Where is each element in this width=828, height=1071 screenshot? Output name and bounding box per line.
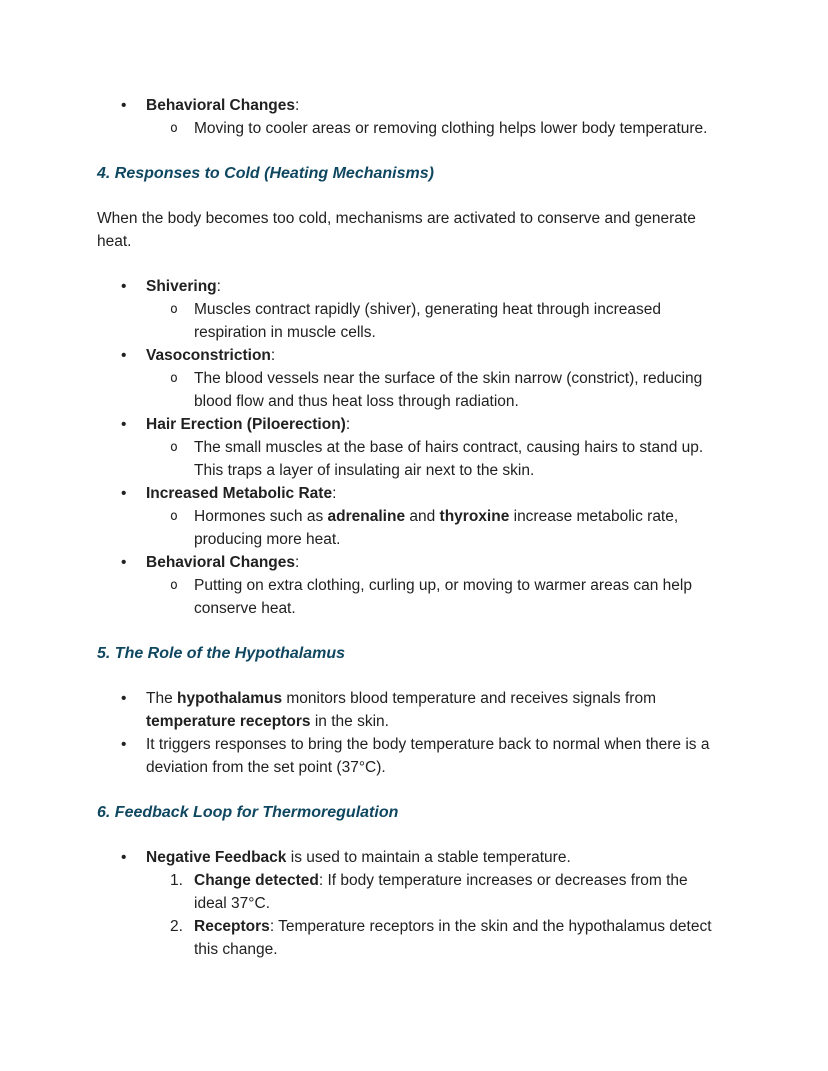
circle-marker: o — [170, 578, 178, 593]
list-item-text — [146, 485, 336, 502]
text-run: is used to maintain a stable temperature. — [286, 849, 571, 866]
bold-text-run: adrenaline — [327, 508, 406, 525]
list-item-text — [146, 736, 709, 776]
paragraph — [97, 207, 722, 253]
list-item — [97, 846, 722, 869]
list-item-text — [146, 690, 656, 730]
section-heading: 4. Responses to Cold (Heating Mechanisms) — [97, 165, 434, 182]
text-run: : — [295, 554, 300, 571]
bullet-marker: • — [121, 690, 127, 707]
bold-text-run: Negative Feedback — [146, 849, 287, 866]
text-run: It triggers responses to bring the body temperature back to normal when there is a deviation from the set point (37°C). — [146, 736, 710, 776]
circle-marker: o — [170, 302, 178, 317]
bold-text-run: Behavioral Changes — [146, 97, 296, 114]
text-run: When the body becomes too cold, mechanisms are activated to conserve and generate heat. — [97, 210, 696, 250]
bullet-marker: • — [121, 416, 127, 433]
text-run: : Temperature receptors in the skin and the hypothalamus detect this change. — [194, 918, 712, 958]
list-item — [97, 869, 722, 915]
text-run: The — [146, 690, 178, 707]
text-run: : If body temperature increases or decreases from the ideal 37°C. — [194, 872, 688, 912]
bullet-marker: • — [121, 485, 127, 502]
bold-text-run: Increased Metabolic Rate — [146, 485, 333, 502]
list-item — [97, 733, 722, 779]
text-run: : — [270, 347, 276, 364]
bullet-marker: • — [121, 347, 127, 364]
text-run: and — [405, 508, 440, 525]
list-item — [97, 275, 722, 298]
list-item-text — [146, 278, 221, 295]
list-item-text — [194, 918, 712, 958]
list-item — [97, 482, 722, 505]
list-item-text — [194, 301, 661, 341]
bold-text-run: thyroxine — [439, 508, 510, 525]
bold-text-run: Hair Erection (Piloerection) — [146, 416, 346, 433]
text-run: increase metabolic rate, producing more heat. — [194, 508, 679, 548]
list-item — [97, 574, 722, 620]
bullet-list — [97, 846, 722, 961]
list-item-text — [194, 120, 707, 137]
text-run: : — [216, 278, 221, 295]
bold-text-run: Receptors — [194, 918, 270, 935]
bullet-list — [97, 94, 722, 140]
list-item-text — [194, 439, 703, 479]
bold-text-run: Vasoconstriction — [146, 347, 271, 364]
list-item — [97, 117, 722, 140]
list-item — [97, 94, 722, 117]
text-run: The small muscles at the base of hairs contract, causing hairs to stand up. This traps a layer of insulating air next to the skin. — [194, 439, 704, 479]
list-item — [97, 298, 722, 344]
list-item — [97, 551, 722, 574]
bullet-list — [97, 687, 722, 779]
text-run: : — [345, 416, 351, 433]
list-item — [97, 436, 722, 482]
bold-text-run: hypothalamus — [177, 690, 283, 707]
bullet-marker: • — [121, 736, 127, 753]
list-item-text — [194, 872, 688, 912]
bold-text-run: Behavioral Changes — [146, 554, 296, 571]
text-run: Putting on extra clothing, curling up, or moving to warmer areas can help conserve heat. — [194, 577, 692, 617]
document-content — [97, 94, 722, 983]
list-item — [97, 915, 722, 961]
list-item — [97, 687, 722, 733]
circle-marker: o — [170, 121, 178, 136]
text-run: Muscles contract rapidly (shiver), generating heat through increased respiration in muscle cells. — [194, 301, 661, 341]
list-item-text — [146, 347, 275, 364]
list-item — [97, 344, 722, 367]
bullet-marker: • — [121, 554, 127, 571]
list-item — [97, 367, 722, 413]
bullet-list — [97, 275, 722, 620]
list-item — [97, 505, 722, 551]
section-heading: 6. Feedback Loop for Thermoregulation — [97, 804, 399, 821]
bullet-marker: • — [121, 278, 127, 295]
circle-marker: o — [170, 440, 178, 455]
text-run: Hormones such as — [194, 508, 328, 525]
list-item-text — [146, 97, 299, 114]
circle-marker: o — [170, 509, 178, 524]
text-run: The blood vessels near the surface of the skin narrow (constrict), reducing blood flow and thus heat loss through radiation. — [194, 370, 703, 410]
bold-text-run: Change detected — [194, 872, 319, 889]
number-marker: 2. — [170, 918, 183, 935]
circle-marker: o — [170, 371, 178, 386]
bullet-marker: • — [121, 849, 127, 866]
bold-text-run: temperature receptors — [146, 713, 311, 730]
list-item — [97, 413, 722, 436]
bullet-marker: • — [121, 97, 127, 114]
number-marker: 1. — [170, 872, 183, 889]
text-run: in the skin. — [310, 713, 389, 730]
list-item-text — [146, 554, 299, 571]
list-item-text — [194, 508, 678, 548]
list-item-text — [146, 849, 571, 866]
section-heading: 5. The Role of the Hypothalamus — [97, 645, 346, 662]
text-run: : — [295, 97, 300, 114]
text-run: Moving to cooler areas or removing clothing helps lower body temperature. — [194, 120, 708, 137]
text-run: : — [332, 485, 337, 502]
list-item-text — [194, 577, 692, 617]
list-item-text — [194, 370, 702, 410]
list-item-text — [146, 416, 350, 433]
bold-text-run: Shivering — [146, 278, 217, 295]
text-run: monitors blood temperature and receives signals from — [282, 690, 656, 707]
